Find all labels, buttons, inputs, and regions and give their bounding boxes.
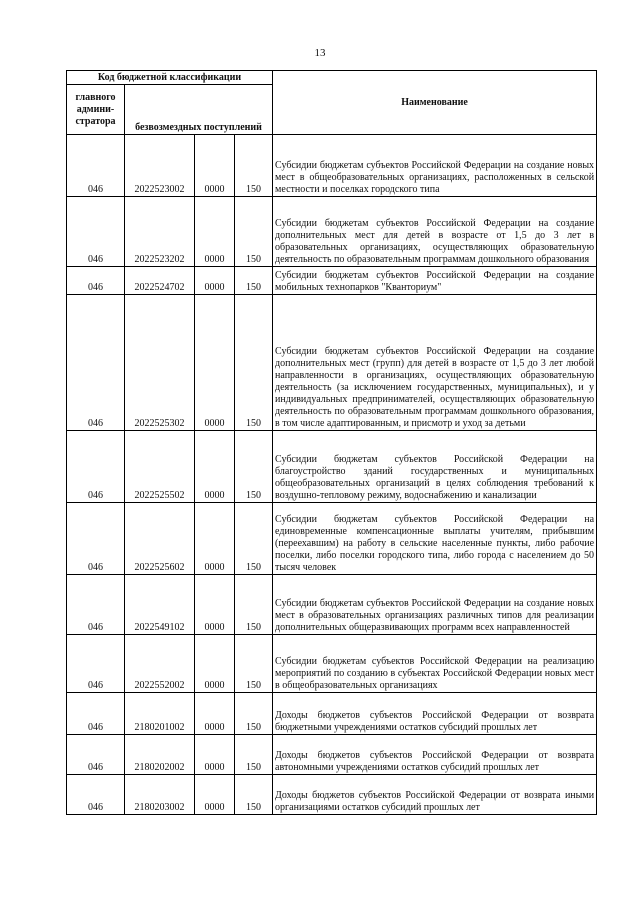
admin-code-cell: 046 <box>67 431 125 503</box>
admin-code-cell: 046 <box>67 635 125 693</box>
name-cell: Субсидии бюджетам субъектов Российской Федерации на создание дополнительных мест для детей в возрасте от 1,5 до 3 лет в образовательных организациях, осуществляющих образовательную деятельность по образовательным программам дошкольного образования <box>273 197 597 267</box>
name-cell: Субсидии бюджетам субъектов Российской Федерации на создание новых мест в общеобразовательных организациях, расположенных в сельской местности и поселках городского типа <box>273 135 597 197</box>
kind-code-cell: 150 <box>235 135 273 197</box>
receipt-code-cell: 2022552002 <box>125 635 195 693</box>
subtype-code-cell: 0000 <box>195 431 235 503</box>
admin-code-cell: 046 <box>67 295 125 431</box>
name-cell: Субсидии бюджетам субъектов Российской Федерации на создание новых мест в образовательных организациях различных типов для реализации дополнительных общеразвивающих программ всех направленностей <box>273 575 597 635</box>
kind-code-cell: 150 <box>235 635 273 693</box>
receipt-code-cell: 2180203002 <box>125 775 195 815</box>
subtype-code-cell: 0000 <box>195 295 235 431</box>
receipt-code-cell: 2180202002 <box>125 735 195 775</box>
kind-code-cell: 150 <box>235 295 273 431</box>
subtype-code-cell: 0000 <box>195 267 235 295</box>
name-cell: Субсидии бюджетам субъектов Российской Федерации на создание мобильных технопарков "Кванториум" <box>273 267 597 295</box>
name-cell: Субсидии бюджетам субъектов Российской Федерации на благоустройство зданий государственных и муниципальных общеобразовательных организаций в целях соблюдения требований к воздушно-тепловому режиму, водоснабжению и канализации <box>273 431 597 503</box>
subtype-code-cell: 0000 <box>195 575 235 635</box>
page-number: 13 <box>314 47 326 59</box>
header-classification-code: Код бюджетной классификации <box>67 71 273 85</box>
receipt-code-cell: 2022525502 <box>125 431 195 503</box>
subtype-code-cell: 0000 <box>195 135 235 197</box>
admin-code-cell: 046 <box>67 135 125 197</box>
receipt-code-cell: 2022525602 <box>125 503 195 575</box>
kind-code-cell: 150 <box>235 693 273 735</box>
header-chief-administrator: главного админи-стратора <box>67 85 125 135</box>
kind-code-cell: 150 <box>235 197 273 267</box>
name-cell: Доходы бюджетов субъектов Российской Федерации от возврата автономными учреждениями остатков субсидий прошлых лет <box>273 735 597 775</box>
table-row <box>67 503 597 575</box>
subtype-code-cell: 0000 <box>195 775 235 815</box>
name-cell: Субсидии бюджетам субъектов Российской Федерации на реализацию мероприятий по созданию в субъектах Российской Федерации новых мест в общеобразовательных организациях <box>273 635 597 693</box>
kind-code-cell: 150 <box>235 503 273 575</box>
kind-code-cell: 150 <box>235 735 273 775</box>
admin-code-cell: 046 <box>67 197 125 267</box>
table-row <box>67 575 597 635</box>
receipt-code-cell: 2180201002 <box>125 693 195 735</box>
kind-code-cell: 150 <box>235 431 273 503</box>
table-row <box>67 197 597 267</box>
name-cell: Доходы бюджетов субъектов Российской Федерации от возврата иными организациями остатков субсидий прошлых лет <box>273 775 597 815</box>
receipt-code-cell: 2022525302 <box>125 295 195 431</box>
table-row <box>67 735 597 775</box>
budget-classification-table <box>66 70 597 815</box>
table-row <box>67 295 597 431</box>
table-row <box>67 431 597 503</box>
table-row <box>67 135 597 197</box>
receipt-code-cell: 2022523002 <box>125 135 195 197</box>
receipt-code-cell: 2022523202 <box>125 197 195 267</box>
admin-code-cell: 046 <box>67 693 125 735</box>
name-cell: Субсидии бюджетам субъектов Российской Федерации на создание дополнительных мест (групп) для детей в возрасте от 1,5 до 3 лет любой направленности в организациях, осуществляющих образовательную деятельность (за исключением государственных, муниципальных), и у индивидуальных предпринимателей, осуществляющих образовательную деятельность по образовательным программам дошкольного образования, в том числе адаптированным, и присмотр и уход за детьми <box>273 295 597 431</box>
subtype-code-cell: 0000 <box>195 735 235 775</box>
table-row <box>67 693 597 735</box>
table-row <box>67 635 597 693</box>
name-cell: Доходы бюджетов субъектов Российской Федерации от возврата бюджетными учреждениями остатков субсидий прошлых лет <box>273 693 597 735</box>
table-body <box>67 135 597 815</box>
name-cell: Субсидии бюджетам субъектов Российской Федерации на единовременные компенсационные выплаты учителям, прибывшим (переехавшим) на работу в сельские населенные пункты, либо рабочие поселки, либо поселки городского типа, либо города с населением до 50 тысяч человек <box>273 503 597 575</box>
kind-code-cell: 150 <box>235 775 273 815</box>
admin-code-cell: 046 <box>67 735 125 775</box>
admin-code-cell: 046 <box>67 503 125 575</box>
table-row <box>67 775 597 815</box>
admin-code-cell: 046 <box>67 267 125 295</box>
table-row <box>67 267 597 295</box>
subtype-code-cell: 0000 <box>195 197 235 267</box>
subtype-code-cell: 0000 <box>195 635 235 693</box>
admin-code-cell: 046 <box>67 575 125 635</box>
subtype-code-cell: 0000 <box>195 503 235 575</box>
header-name: Наименование <box>273 71 597 135</box>
kind-code-cell: 150 <box>235 267 273 295</box>
header-gratuitous-receipts: безвозмездных поступлений <box>125 85 273 135</box>
admin-code-cell: 046 <box>67 775 125 815</box>
subtype-code-cell: 0000 <box>195 693 235 735</box>
kind-code-cell: 150 <box>235 575 273 635</box>
receipt-code-cell: 2022549102 <box>125 575 195 635</box>
receipt-code-cell: 2022524702 <box>125 267 195 295</box>
